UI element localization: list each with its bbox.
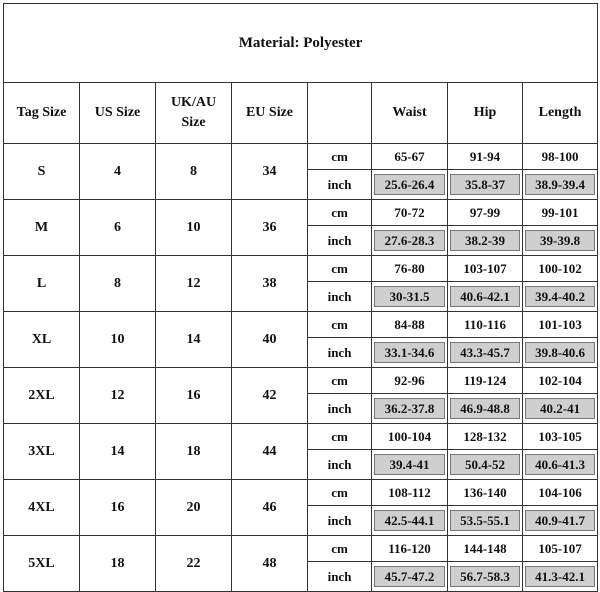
uk-au-size-value: 8 <box>156 144 232 200</box>
waist-inch-value-cell <box>372 562 448 592</box>
hip-cm-value: 110-116 <box>448 312 523 338</box>
table-row <box>4 256 598 282</box>
eu-size-value: 40 <box>232 312 308 368</box>
table-title: Material: Polyester <box>4 4 598 83</box>
tag-size-value: S <box>4 144 80 200</box>
hip-inch-value: 38.2-39 <box>450 230 520 251</box>
uk-au-size-value: 12 <box>156 256 232 312</box>
waist-inch-value-cell <box>372 450 448 480</box>
eu-size-value: 38 <box>232 256 308 312</box>
eu-size-value: 44 <box>232 424 308 480</box>
unit-cm-label: cm <box>308 200 372 226</box>
length-cm-value: 101-103 <box>523 312 598 338</box>
waist-cm-value: 116-120 <box>372 536 448 562</box>
waist-cm-value: 100-104 <box>372 424 448 450</box>
hip-inch-value-cell <box>448 506 523 536</box>
waist-inch-value-cell <box>372 394 448 424</box>
us-size-value: 12 <box>80 368 156 424</box>
length-cm-value: 99-101 <box>523 200 598 226</box>
unit-inch-label: inch <box>308 226 372 256</box>
length-inch-value: 39-39.8 <box>525 230 595 251</box>
eu-size-value: 34 <box>232 144 308 200</box>
length-inch-value-cell <box>523 338 598 368</box>
table-row <box>4 312 598 338</box>
unit-cm-label: cm <box>308 312 372 338</box>
length-cm-value: 98-100 <box>523 144 598 170</box>
waist-cm-value: 70-72 <box>372 200 448 226</box>
length-inch-value-cell <box>523 506 598 536</box>
table-row <box>4 536 598 562</box>
waist-cm-value: 65-67 <box>372 144 448 170</box>
unit-cm-label: cm <box>308 480 372 506</box>
eu-size-value: 48 <box>232 536 308 592</box>
length-inch-value-cell <box>523 394 598 424</box>
waist-inch-value-cell <box>372 170 448 200</box>
waist-inch-value: 36.2-37.8 <box>374 398 445 419</box>
uk-au-size-value: 22 <box>156 536 232 592</box>
tag-size-value: 3XL <box>4 424 80 480</box>
length-inch-value: 40.9-41.7 <box>525 510 595 531</box>
header-uk-au-line1: UK/AU <box>170 95 217 110</box>
waist-cm-value: 108-112 <box>372 480 448 506</box>
hip-cm-value: 91-94 <box>448 144 523 170</box>
us-size-value: 6 <box>80 200 156 256</box>
size-chart-container <box>3 3 598 592</box>
waist-inch-value-cell <box>372 282 448 312</box>
eu-size-value: 36 <box>232 200 308 256</box>
waist-inch-value: 27.6-28.3 <box>374 230 445 251</box>
waist-inch-value: 25.6-26.4 <box>374 174 445 195</box>
unit-inch-label: inch <box>308 282 372 312</box>
waist-inch-value: 33.1-34.6 <box>374 342 445 363</box>
header-uk-au-line2: Size <box>181 115 206 130</box>
us-size-value: 4 <box>80 144 156 200</box>
header-hip: Hip <box>448 83 523 144</box>
hip-cm-value: 97-99 <box>448 200 523 226</box>
header-waist: Waist <box>372 83 448 144</box>
table-row <box>4 480 598 506</box>
header-eu-size: EU Size <box>232 83 308 144</box>
unit-cm-label: cm <box>308 424 372 450</box>
waist-inch-value: 45.7-47.2 <box>374 566 445 587</box>
unit-cm-label: cm <box>308 536 372 562</box>
hip-inch-value-cell <box>448 282 523 312</box>
header-tag-size: Tag Size <box>4 83 80 144</box>
hip-inch-value: 53.5-55.1 <box>450 510 520 531</box>
hip-inch-value: 46.9-48.8 <box>450 398 520 419</box>
header-unit <box>308 83 372 144</box>
tag-size-value: L <box>4 256 80 312</box>
tag-size-value: 2XL <box>4 368 80 424</box>
unit-inch-label: inch <box>308 394 372 424</box>
hip-cm-value: 144-148 <box>448 536 523 562</box>
hip-cm-value: 103-107 <box>448 256 523 282</box>
us-size-value: 10 <box>80 312 156 368</box>
tag-size-value: 5XL <box>4 536 80 592</box>
unit-cm-label: cm <box>308 256 372 282</box>
hip-inch-value: 50.4-52 <box>450 454 520 475</box>
hip-inch-value: 35.8-37 <box>450 174 520 195</box>
waist-inch-value-cell <box>372 506 448 536</box>
waist-inch-value-cell <box>372 338 448 368</box>
hip-inch-value-cell <box>448 226 523 256</box>
waist-cm-value: 84-88 <box>372 312 448 338</box>
us-size-value: 14 <box>80 424 156 480</box>
hip-cm-value: 128-132 <box>448 424 523 450</box>
table-row <box>4 424 598 450</box>
uk-au-size-value: 14 <box>156 312 232 368</box>
eu-size-value: 42 <box>232 368 308 424</box>
length-inch-value-cell <box>523 562 598 592</box>
length-inch-value: 39.8-40.6 <box>525 342 595 363</box>
hip-inch-value: 43.3-45.7 <box>450 342 520 363</box>
hip-inch-value: 56.7-58.3 <box>450 566 520 587</box>
unit-inch-label: inch <box>308 170 372 200</box>
hip-inch-value: 40.6-42.1 <box>450 286 520 307</box>
header-row <box>4 83 598 144</box>
waist-inch-value-cell <box>372 226 448 256</box>
unit-inch-label: inch <box>308 338 372 368</box>
tag-size-value: 4XL <box>4 480 80 536</box>
uk-au-size-value: 20 <box>156 480 232 536</box>
header-length: Length <box>523 83 598 144</box>
table-row <box>4 144 598 170</box>
length-cm-value: 100-102 <box>523 256 598 282</box>
uk-au-size-value: 18 <box>156 424 232 480</box>
hip-cm-value: 119-124 <box>448 368 523 394</box>
size-chart-table <box>3 3 598 592</box>
table-row <box>4 200 598 226</box>
tag-size-value: M <box>4 200 80 256</box>
hip-inch-value-cell <box>448 562 523 592</box>
uk-au-size-value: 10 <box>156 200 232 256</box>
length-inch-value-cell <box>523 226 598 256</box>
length-cm-value: 105-107 <box>523 536 598 562</box>
length-inch-value-cell <box>523 170 598 200</box>
length-inch-value: 41.3-42.1 <box>525 566 595 587</box>
us-size-value: 8 <box>80 256 156 312</box>
us-size-value: 18 <box>80 536 156 592</box>
eu-size-value: 46 <box>232 480 308 536</box>
us-size-value: 16 <box>80 480 156 536</box>
hip-inch-value-cell <box>448 394 523 424</box>
hip-inch-value-cell <box>448 170 523 200</box>
waist-inch-value: 42.5-44.1 <box>374 510 445 531</box>
length-inch-value-cell <box>523 282 598 312</box>
header-uk-au-size <box>156 83 232 144</box>
waist-inch-value: 30-31.5 <box>374 286 445 307</box>
header-us-size: US Size <box>80 83 156 144</box>
length-cm-value: 103-105 <box>523 424 598 450</box>
unit-inch-label: inch <box>308 506 372 536</box>
unit-inch-label: inch <box>308 450 372 480</box>
length-inch-value-cell <box>523 450 598 480</box>
unit-cm-label: cm <box>308 144 372 170</box>
length-inch-value: 40.2-41 <box>525 398 595 419</box>
hip-cm-value: 136-140 <box>448 480 523 506</box>
table-row <box>4 368 598 394</box>
length-inch-value: 39.4-40.2 <box>525 286 595 307</box>
waist-inch-value: 39.4-41 <box>374 454 445 475</box>
hip-inch-value-cell <box>448 338 523 368</box>
waist-cm-value: 92-96 <box>372 368 448 394</box>
tag-size-value: XL <box>4 312 80 368</box>
length-cm-value: 104-106 <box>523 480 598 506</box>
length-cm-value: 102-104 <box>523 368 598 394</box>
length-inch-value: 40.6-41.3 <box>525 454 595 475</box>
unit-cm-label: cm <box>308 368 372 394</box>
uk-au-size-value: 16 <box>156 368 232 424</box>
length-inch-value: 38.9-39.4 <box>525 174 595 195</box>
waist-cm-value: 76-80 <box>372 256 448 282</box>
unit-inch-label: inch <box>308 562 372 592</box>
hip-inch-value-cell <box>448 450 523 480</box>
